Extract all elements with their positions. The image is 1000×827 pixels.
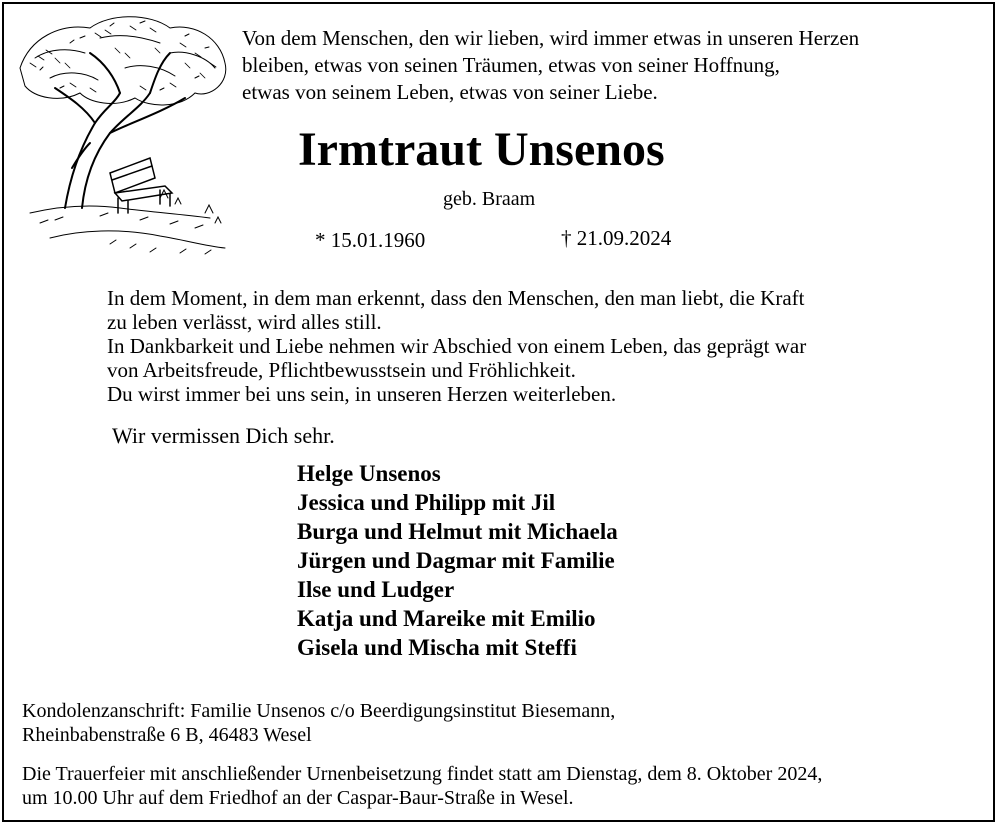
mourner-name: Ilse und Ludger [297, 577, 455, 602]
body-line: Du wirst immer bei uns sein, in unseren Herzen weiterleben. [107, 382, 617, 406]
mourner-name: Jürgen und Dagmar mit Familie [297, 548, 615, 573]
mourner-name: Jessica und Philipp mit Jil [297, 490, 556, 515]
quote-line: etwas von seinem Leben, etwas von seiner Liebe. [242, 80, 658, 104]
tree-and-bench-illustration [10, 8, 235, 258]
mourner-name: Burga und Helmut mit Michaela [297, 519, 618, 544]
mourner-name: Gisela und Mischa mit Steffi [297, 635, 577, 660]
maiden-name: geb. Braam [443, 188, 536, 210]
mourner-name: Helge Unsenos [297, 461, 441, 486]
deceased-name: Irmtraut Unsenos [298, 123, 665, 176]
tree-trunk [55, 53, 185, 208]
body-line: zu leben verlässt, wird alles still. [107, 310, 382, 334]
ceremony-line: um 10.00 Uhr auf dem Friedhof an der Caspar-Baur-Straße in Wesel. [22, 787, 574, 809]
body-line: In Dankbarkeit und Liebe nehmen wir Abschied von einem Leben, das geprägt war [107, 334, 807, 358]
quote-line: Von dem Menschen, den wir lieben, wird immer etwas in unseren Herzen [242, 26, 860, 50]
body-line: In dem Moment, in dem man erkennt, dass den Menschen, den man liebt, die Kraft [107, 286, 805, 310]
mourner-name: Katja und Mareike mit Emilio [297, 606, 596, 631]
condolence-line: Rheinbabenstraße 6 B, 46483 Wesel [22, 724, 312, 746]
condolence-line: Kondolenzanschrift: Familie Unsenos c/o Beerdigungsinstitut Biesemann, [22, 700, 616, 722]
opening-quote [242, 25, 859, 106]
tree-canopy [20, 17, 226, 105]
quote-line: bleiben, etwas von seinen Träumen, etwas von seiner Hoffnung, [242, 53, 780, 77]
condolence-address [22, 699, 615, 747]
obituary-body [107, 286, 806, 406]
mourners-list [297, 459, 618, 662]
birth-date: * 15.01.1960 [315, 228, 426, 252]
ceremony-info [22, 762, 822, 810]
death-date: † 21.09.2024 [561, 226, 672, 250]
closing-line: Wir vermissen Dich sehr. [112, 423, 335, 448]
bench [110, 158, 172, 213]
body-line: von Arbeitsfreude, Pflichtbewusstsein und Fröhlichkeit. [107, 358, 576, 382]
ceremony-line: Die Trauerfeier mit anschließender Urnenbeisetzung findet statt am Dienstag, dem 8. Oktober 2024, [22, 763, 823, 785]
